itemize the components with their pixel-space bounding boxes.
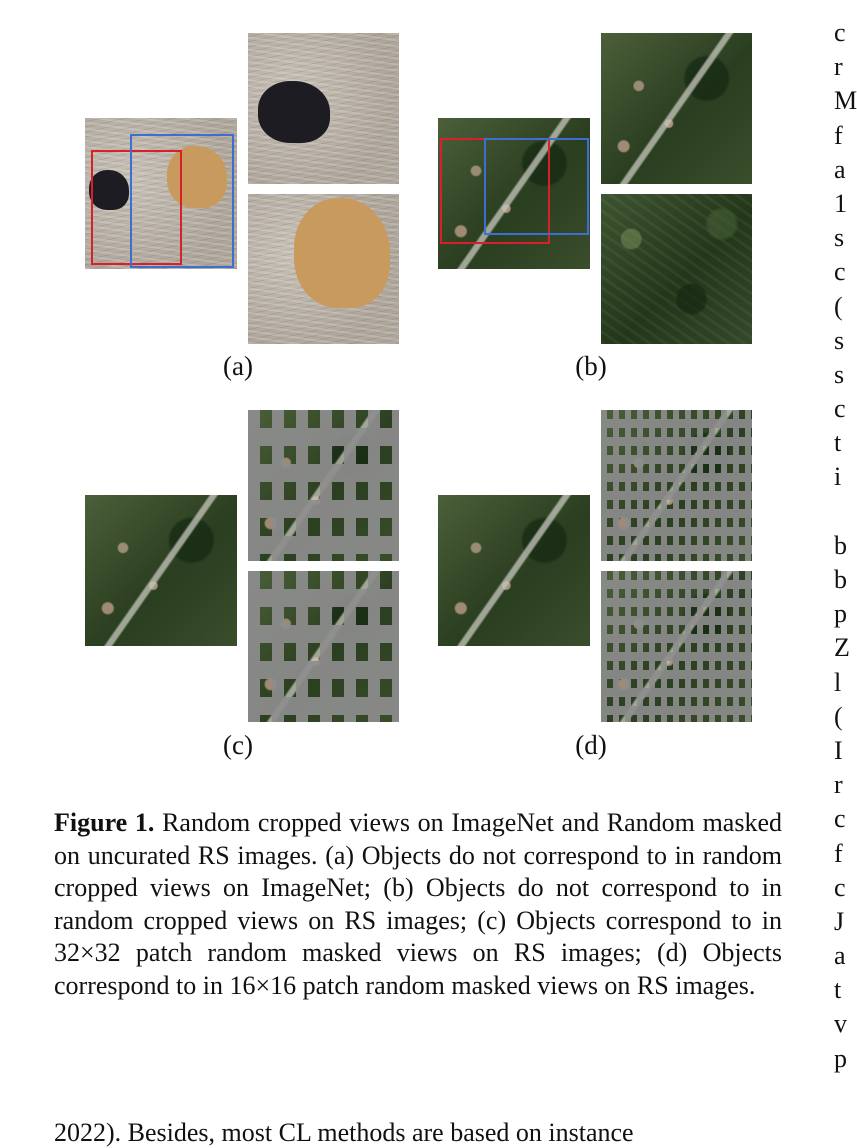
right-column-letter: ( — [834, 701, 843, 731]
panel-b-label: (b) — [575, 351, 607, 381]
panel-b-crop-bottom — [601, 194, 752, 344]
figure-caption — [54, 807, 782, 1002]
right-column-letter: b — [834, 565, 847, 594]
black-dog-closeup — [258, 81, 330, 143]
right-column-letter: Z — [834, 633, 850, 663]
panel-a-label: (a) — [223, 351, 253, 381]
right-column-letter: ( — [834, 291, 843, 321]
panel-d-masked-bottom — [601, 571, 752, 722]
right-column-clipped-text — [834, 16, 857, 1076]
right-column-letter: i — [834, 462, 842, 492]
right-column-letter: p — [834, 1043, 847, 1073]
right-column-letter: I — [834, 735, 843, 765]
panel-d-original-image — [438, 495, 590, 646]
right-column-letter: a — [834, 941, 846, 971]
right-column-letter: c — [834, 804, 846, 834]
body-text-next-line: 2022). Besides, most CL methods are based on instance — [54, 1118, 634, 1147]
right-column-letter: r — [834, 52, 843, 82]
right-column-letter: J — [834, 906, 845, 936]
right-column-letter: s — [834, 223, 845, 253]
right-column-letter: p — [834, 599, 847, 629]
right-column-letter: s — [834, 325, 845, 355]
right-column-letter: c — [834, 872, 846, 902]
right-column-letter: 1 — [834, 188, 847, 218]
tan-dog-closeup — [294, 198, 390, 308]
caption-label: Figure 1. — [54, 808, 155, 837]
right-column-letter: s — [834, 359, 845, 389]
panel-a-crop-bottom — [248, 194, 399, 344]
right-column-letter: c — [834, 257, 846, 287]
panel-b-blue-crop-box — [484, 138, 589, 235]
panel-a-blue-crop-box — [130, 134, 234, 268]
panel-a-crop-top — [248, 33, 399, 184]
panel-d-masked-top — [601, 410, 752, 561]
right-column-letter: t — [834, 428, 842, 458]
right-column-letter: v — [834, 1009, 847, 1039]
panel-c-label: (c) — [223, 730, 253, 760]
right-column-letter — [834, 495, 846, 529]
panel-d-label: (d) — [575, 730, 607, 760]
right-column-letter: t — [834, 975, 842, 1005]
panel-c-masked-bottom — [248, 571, 399, 722]
panel-c-masked-top — [248, 410, 399, 561]
panel-c-original-image — [85, 495, 237, 646]
right-column-letter: f — [834, 120, 843, 150]
right-column-letter: M — [834, 86, 857, 116]
right-column-letter: r — [834, 770, 843, 800]
caption-text: Random cropped views on ImageNet and Random masked on uncurated RS images. (a) Objects do not correspond to in random cropped views on ImageNet; (b) Objects do not correspond to in random cropped views on RS images; (c) Objects correspond to in 32×32 patch random masked views on RS images; (d) Objects correspond to in 16×16 patch random masked views on RS images. — [54, 808, 782, 1000]
right-column-letter: c — [834, 394, 846, 424]
right-column-letter: l — [834, 667, 842, 697]
panel-b-crop-top — [601, 33, 752, 184]
right-column-letter: a — [834, 154, 846, 184]
right-column-letter: b — [834, 530, 847, 560]
right-column-letter: f — [834, 838, 843, 868]
right-column-letter: c — [834, 18, 846, 47]
